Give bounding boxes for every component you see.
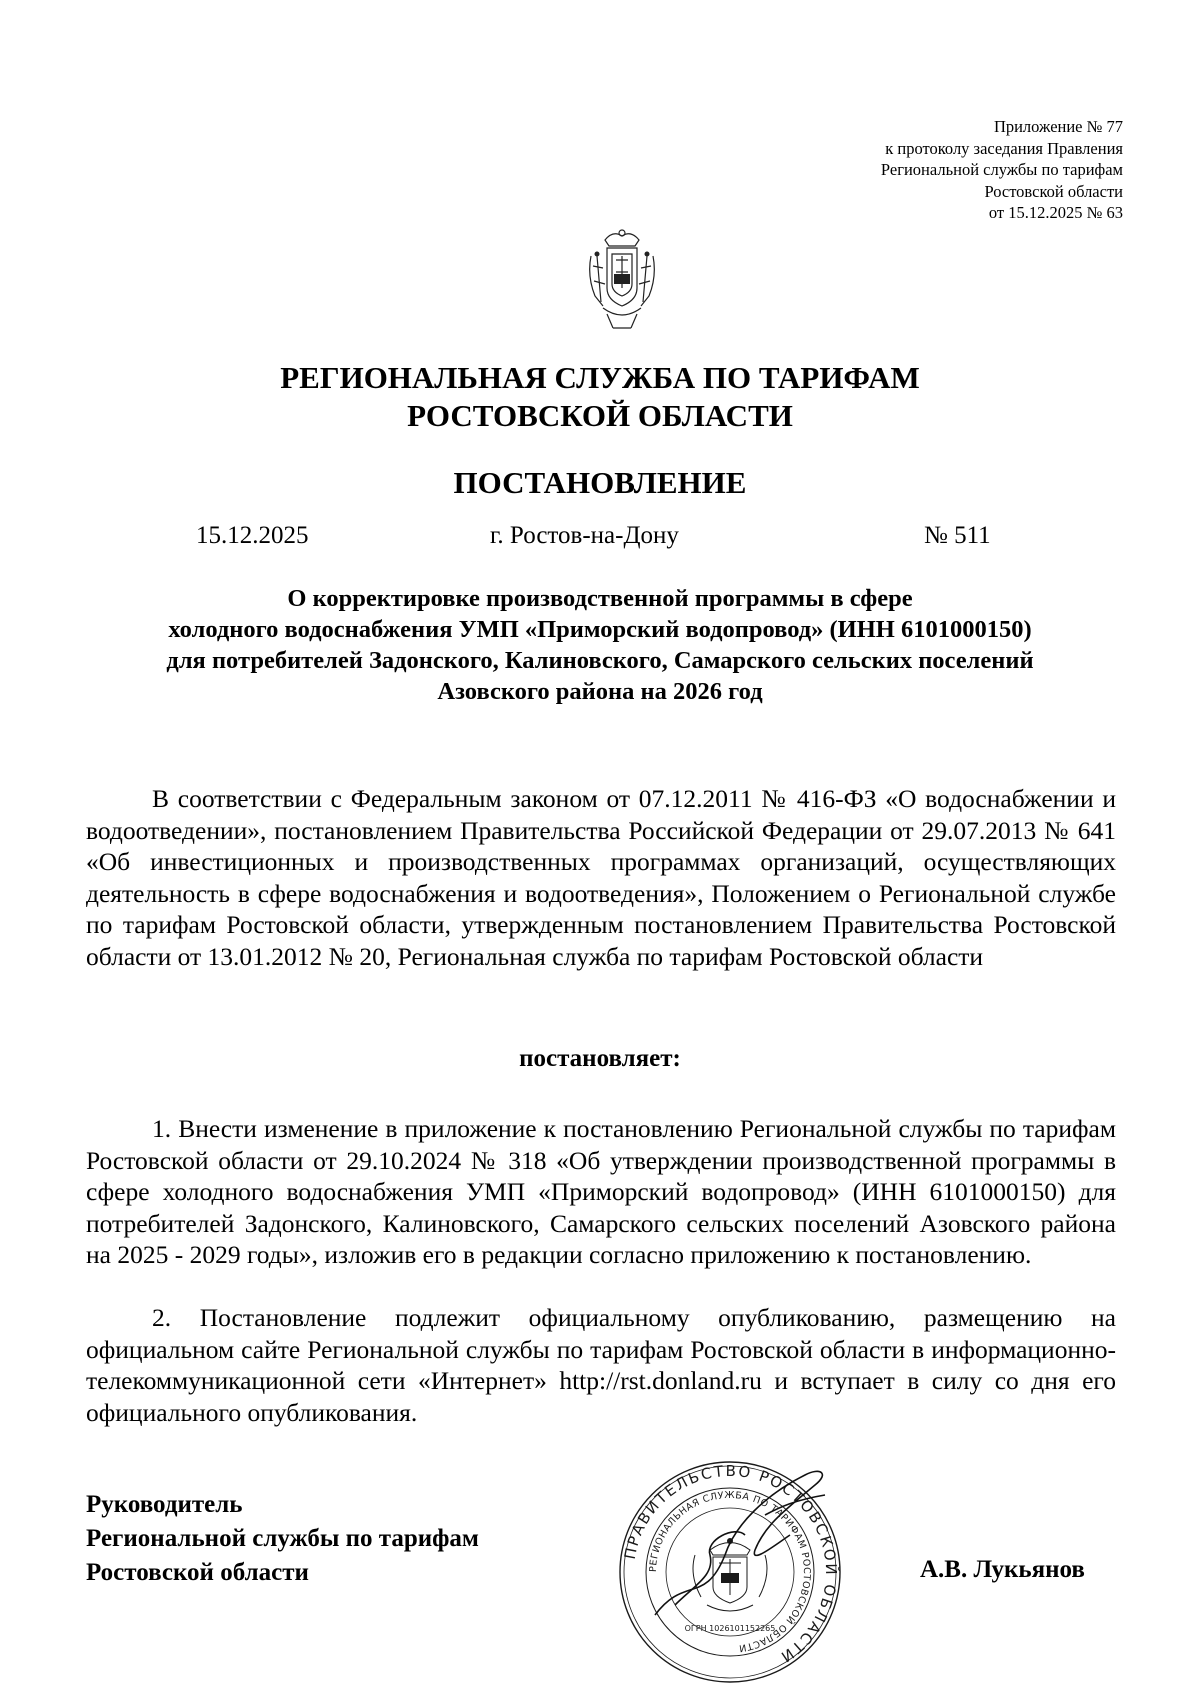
organization-region: РОСТОВСКОЙ ОБЛАСТИ — [407, 398, 793, 433]
signatory-title-line: Руководитель — [86, 1491, 243, 1518]
subject-line: холодного водоснабжения УМП «Приморский водопровод» (ИНН 6101000150) — [168, 616, 1032, 643]
subject-line: О корректировке производственной программы в сфере — [287, 585, 913, 612]
signatory-title — [86, 1488, 479, 1590]
preamble-paragraph: В соответствии с Федеральным законом от 07.12.2011 № 416-ФЗ «О водоснабжении и водоотведении», постановлением Правительства Российской Федерации от 29.07.2013 № 641 «Об инвестиционных и производственных программах организаций, осуществляющих деятельность в сфере водоснабжения и водоотведения», Положением о Региональной службе по тарифам Ростовской области, утвержденным постановлением Правительства Ростовской области от 13.01.2012 № 20, Региональная служба по тарифам Ростовской области — [86, 784, 1116, 971]
signatory-title-line: Региональной службы по тарифам — [86, 1525, 479, 1552]
subject-line: Азовского района на 2026 год — [437, 678, 763, 705]
appendix-reference — [703, 116, 1123, 224]
signatory-title-line: Ростовской области — [86, 1559, 309, 1586]
appendix-line: от 15.12.2025 № 63 — [988, 203, 1123, 222]
seal-ogrn-text: ОГРН 1026101152265 — [684, 1624, 776, 1633]
organization-name: РЕГИОНАЛЬНАЯ СЛУЖБА ПО ТАРИФАМ — [280, 360, 920, 395]
coat-of-arms-icon — [583, 226, 661, 332]
seal-outer-text: ПРАВИТЕЛЬСТВО РОСТОВСКОЙ ОБЛАСТИ — [620, 1461, 841, 1667]
document-type-title: ПОСТАНОВЛЕНИЕ — [453, 465, 747, 500]
decides-heading: постановляет: — [519, 1045, 681, 1072]
document-number: № 511 — [924, 522, 991, 549]
appendix-line: Региональной службы по тарифам — [880, 160, 1123, 179]
document-city: г. Ростов-на-Дону — [490, 522, 679, 549]
appendix-line: Приложение № 77 — [993, 117, 1123, 136]
official-seal-stamp — [615, 1455, 845, 1690]
document-date: 15.12.2025 — [196, 522, 309, 549]
subject-line: для потребителей Задонского, Калиновского, Самарского сельских поселений — [166, 647, 1034, 674]
document-subject — [80, 583, 1120, 707]
item-1-paragraph: 1. Внести изменение в приложение к постановлению Региональной службы по тарифам Ростовской области от 29.10.2024 № 318 «Об утверждении производственной программы в сфере холодного водоснабжения УМП «Приморский водопровод» (ИНН 6101000150) для потребителей Задонского, Калиновского, Самарского сельских поселений Азовского района на 2025 - 2029 годы», изложив его в редакции согласно приложению к постановлению. — [86, 1114, 1116, 1269]
signatory-name: А.В. Лукьянов — [920, 1556, 1085, 1583]
seal-inner-text: РЕГИОНАЛЬНАЯ СЛУЖБА ПО ТАРИФАМ РОСТОВСКОЙ ОБЛАСТИ — [647, 1489, 813, 1654]
appendix-line: Ростовской области — [984, 181, 1123, 201]
appendix-line: к протоколу заседания Правления — [885, 138, 1123, 158]
item-2-paragraph: 2. Постановление подлежит официальному опубликованию, размещению на официальном сайте Региональной службы по тарифам Ростовской области в информационно-телекоммуникационной сети «Интернет» http://rst.donland.ru и вступает в силу со дня его официального опубликования. — [86, 1303, 1116, 1427]
